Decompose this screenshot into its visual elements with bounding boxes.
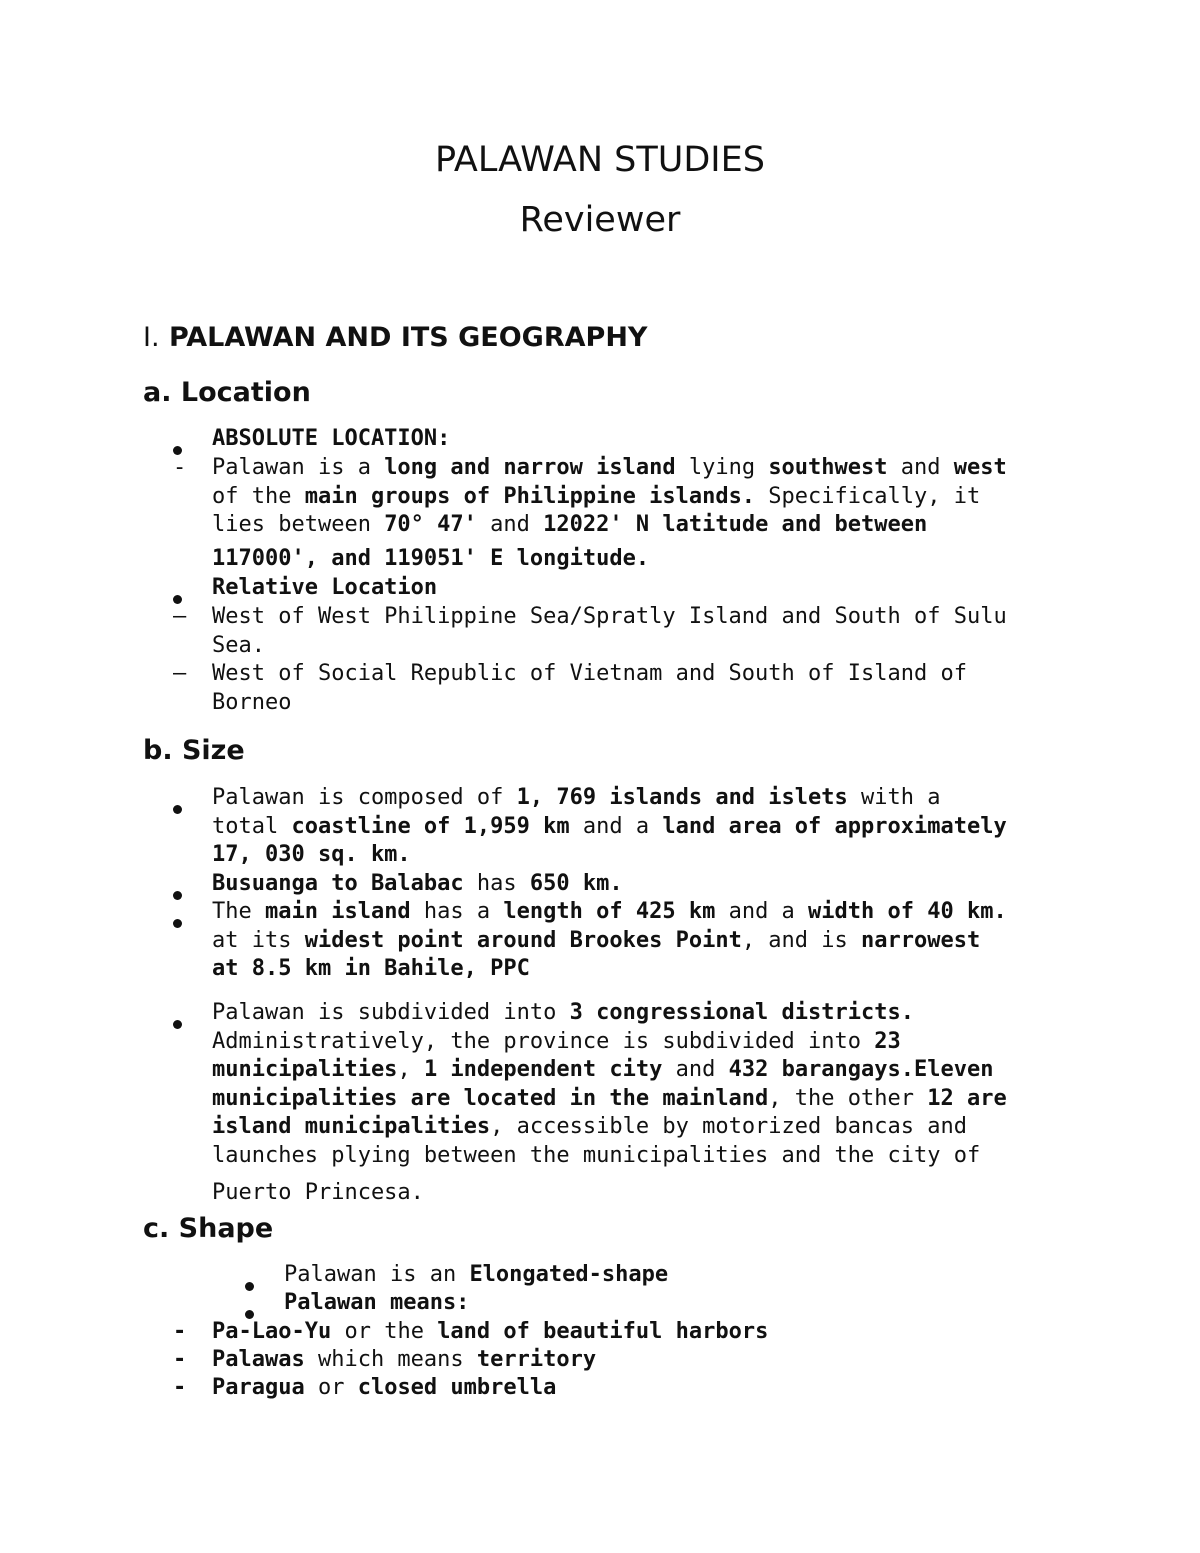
- location-heading: a. Location: [143, 377, 311, 408]
- section-number: I.: [143, 322, 160, 353]
- bullet-icon: [173, 1009, 182, 1038]
- list-item-text: The main island has a length of 425 km and a width of 40 km. at its widest point around Brookes Point, and is narrowest at 8.5 km in Bahile, PPC: [212, 899, 1007, 982]
- list-item-text: Paragua or closed umbrella: [212, 1375, 557, 1400]
- bullet-icon: [173, 908, 182, 937]
- list-item-text: Palawan is subdivided into 3 congressional districts. Administratively, the province is subdivided into 23 municipalities, 1 independent city and 432 barangays.Eleven municipalities are located in the mainland, the other 12 are island municipalities, accessible by motorized bancas and launches plying between the municipalities and the city of Puerto Princesa.: [212, 1000, 1007, 1205]
- bullet-icon: [245, 1271, 254, 1300]
- list-item-text: Pa-Lao-Yu or the land of beautiful harbors: [212, 1319, 769, 1344]
- bullet-icon: [173, 794, 182, 823]
- list-item-text: Palawan is a long and narrow island lying southwest and west of the main groups of Philippine islands. Specifically, it lies between 70° 47' and 12022' N latitude and between 117000', and 119051' E longitude.: [212, 455, 1007, 571]
- list-item-text: Palawan means:: [284, 1290, 470, 1315]
- dash-icon: –: [173, 661, 187, 686]
- list-item-text: West of West Philippine Sea/Spratly Island and South of Sulu Sea.: [212, 604, 1007, 658]
- dash-icon: -: [173, 1347, 187, 1372]
- dash-icon: -: [173, 455, 187, 480]
- list-item-text: Palawan is an Elongated-shape: [284, 1262, 669, 1287]
- list-item-text: Relative Location: [212, 575, 438, 600]
- dash-icon: -: [173, 1375, 187, 1400]
- section-heading: [143, 322, 647, 353]
- list-item-text: Palawan is composed of 1, 769 islands and islets with a total coastline of 1,959 km and a land area of approximately 17, 030 sq. km.: [212, 785, 1007, 868]
- list-item-text: Busuanga to Balabac has 650 km.: [212, 871, 623, 896]
- dash-icon: –: [173, 604, 187, 629]
- dash-icon: -: [173, 1319, 187, 1344]
- list-item-text: ABSOLUTE LOCATION:: [212, 426, 451, 451]
- document-title: PALAWAN STUDIES: [435, 140, 765, 180]
- list-item-text: West of Social Republic of Vietnam and South of Island of Borneo: [212, 661, 967, 715]
- shape-heading: c. Shape: [143, 1213, 274, 1244]
- document-subtitle: Reviewer: [519, 200, 681, 240]
- size-heading: b. Size: [143, 735, 245, 766]
- section-title: PALAWAN AND ITS GEOGRAPHY: [168, 322, 648, 353]
- bullet-icon: [173, 880, 182, 909]
- list-item-text: Palawas which means territory: [212, 1347, 597, 1372]
